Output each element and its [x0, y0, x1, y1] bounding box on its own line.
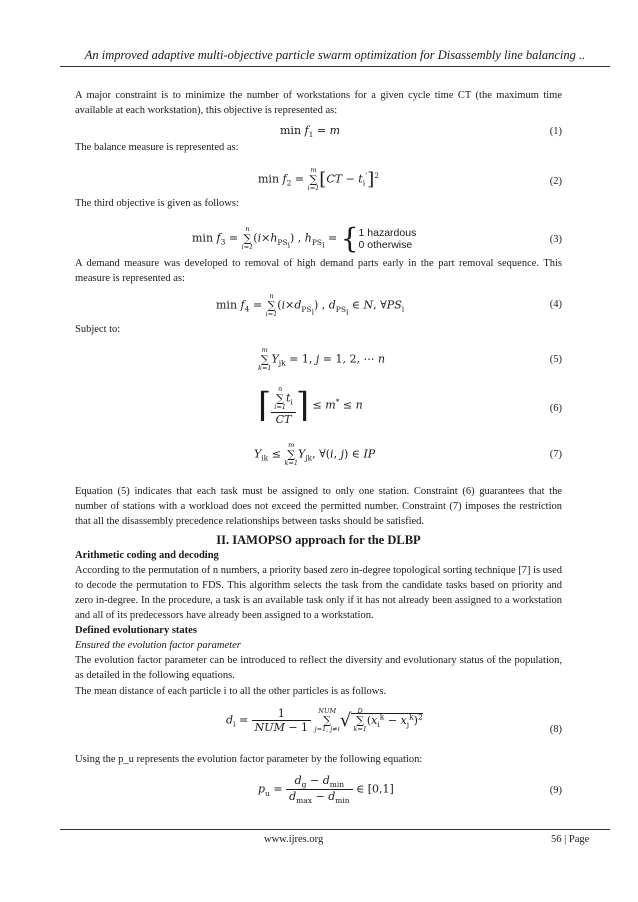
equation-number-2: (2): [549, 176, 562, 187]
equation-5: m ∑ k=1 $Y_{jk} = 1$, j = 1, 2, ⋯ n: [258, 346, 386, 372]
paragraph-balance: The balance measure is represented as:: [75, 142, 239, 153]
equation-number-1: (1): [549, 126, 562, 137]
subheading-coding: Arithmetic coding and decoding: [75, 550, 219, 561]
paragraph-demand: A demand measure was developed to removal of high demand parts early in the part removal sequence. This measure is represented as:: [75, 258, 562, 284]
equation-number-4: (4): [549, 299, 562, 310]
equation-2: $\min f_2$ = m ∑ i=1 $[CT - t_i']^2$: [258, 166, 379, 192]
paragraph-third: The third objective is given as follows:: [75, 198, 239, 209]
equation-6: ⌈ n ∑ i=1 $t_i$ CT ⌉ ≤ m* ≤ n: [258, 385, 363, 426]
subheading-ensured: Ensured the evolution factor parameter: [75, 640, 241, 651]
hazardous-case: 1 hazardous: [358, 226, 417, 239]
section-heading: II. IAMOPSO approach for the DLBP: [216, 533, 421, 547]
equation-number-3: (3): [549, 234, 562, 245]
equation-8: $d_i$ = $\frac{1}{\text{NUM − 1}}$ NUM ∑ j=1, j≠i √ D ∑ k=1 $(x_i^k - x_j^k)^2$: [226, 707, 423, 734]
equation-9: $p_u$ = $\frac{d_g - d_{min}}{d_{max} - d_{min}}$ ∈ [0,1]: [258, 774, 394, 806]
paragraph-permutation: According to the permutation of n numbers, a priority based zero in-degree topological sorting technique [7] is used to decode the permutation to FDS. This algorithm selects the task from the candidate tasks based on priority and zero in-degree. In the procedure, a task is an available task only if it has not already been assigned to a workstation and all of its predecessors have already been assigned to a workstation.: [75, 565, 562, 621]
paragraph-subject: Subject to:: [75, 324, 121, 335]
equation-7: $Y_{ik}$ ≤ m ∑ k=1 $Y_{jk}$, ∀(i, j) ∈ IP: [254, 441, 376, 467]
paragraph-constraint: A major constraint is to minimize the number of workstations for a given cycle time CT (the maximum time available at each workstation), this objective is represented as:: [75, 90, 562, 116]
equation-number-8: (8): [549, 724, 562, 735]
running-title: An improved adaptive multi-objective particle swarm optimization for Disassembly line balancing ..: [84, 48, 586, 62]
equation-4: $\min f_4$ = n ∑ i=1 $(i\times d_{PS_i})$ , $d_{PS_i}$ ∈ N, $\forall PS_i$: [216, 292, 405, 318]
equation-number-9: (9): [549, 785, 562, 796]
footer-url: www.ijres.org: [264, 834, 324, 845]
equation-1: $\min f_1 = m$: [280, 124, 341, 140]
paragraph-evolution: The evolution factor parameter can be introduced to reflect the diversity and evolutionary status of the population, as detailed in the following equations.: [75, 655, 562, 681]
footer-page-number: 56 | Page: [551, 834, 590, 845]
paragraph-mean-distance: The mean distance of each particle i to all the other particles is as follows.: [75, 686, 387, 697]
paragraph-using: Using the p_u represents the evolution factor parameter by the following equation:: [75, 754, 423, 765]
equation-number-6: (6): [549, 403, 562, 414]
paragraph-equation-explanation: Equation (5) indicates that each task must be assigned to only one station. Constraint (6) guarantees that the number of stations with a workload does not exceed the permitted number. Constraint (7) imposes the restriction that all the disassembly precedence relationships between tasks should be satisfied.: [75, 486, 562, 527]
footer-rule: [60, 829, 610, 830]
otherwise-case: 0 otherwise: [358, 238, 413, 251]
equation-number-5: (5): [549, 354, 562, 365]
equation-number-7: (7): [549, 449, 562, 460]
subheading-states: Defined evolutionary states: [75, 625, 197, 636]
equation-3: $\min f_3$ = n ∑ i=1 $(i\times h_{PS_i})$ , $h_{PS_i}$ = { 1 hazardous 0 otherwise: [192, 222, 417, 255]
header-rule: [60, 66, 610, 67]
